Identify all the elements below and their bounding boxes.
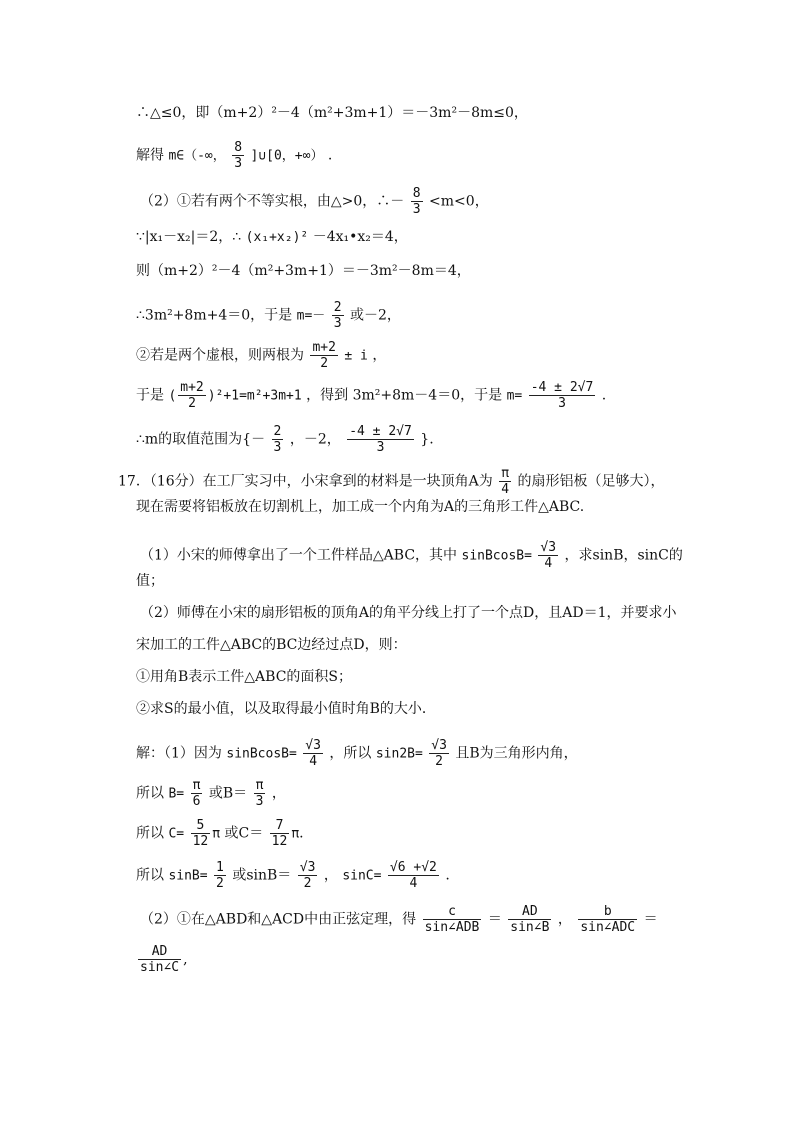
line-text: 或sinB＝: [232, 867, 292, 884]
solution-line: [136, 944, 188, 975]
solution-line: [136, 228, 408, 247]
question-line: [136, 572, 164, 590]
math-text: sinB=: [168, 868, 208, 884]
fraction: $\frac{m+2}{2}$: [312, 340, 336, 371]
line-text: ∴m的取值范围为{－: [136, 431, 266, 448]
math-text: C=: [168, 826, 185, 842]
line-text: （2）①在△ABD和△ACD中由正弦定理，得: [140, 911, 417, 928]
math-text: B=: [168, 786, 185, 802]
question-line: [140, 604, 676, 622]
line-text: ，: [323, 867, 338, 884]
question-line: [136, 700, 436, 718]
problem-line: [136, 498, 584, 516]
math-text: )²+1=m²+3m+1: [207, 388, 302, 404]
line-text: .: [327, 147, 333, 164]
line-text: ，: [271, 785, 286, 802]
solution-line: [136, 140, 332, 171]
line-text: 所以: [136, 867, 164, 884]
line-text: .: [299, 825, 304, 842]
solution-line: [136, 380, 606, 411]
fraction: $\frac{1}{2}$: [216, 860, 224, 891]
solution-line: [136, 424, 434, 455]
fraction: $\frac{-4 \pm 2√7}{3}$: [349, 424, 412, 455]
line-text: 解：（1）因为: [136, 745, 222, 762]
line-text: 宋加工的工件△ABC的BC边经过点D，则：: [136, 637, 407, 653]
problem-line: [118, 466, 664, 497]
math-text: π: [291, 826, 300, 842]
solution-line: [136, 300, 401, 331]
solution-line: [140, 904, 658, 935]
solution-line: [136, 262, 471, 280]
line-text: ∵|x₁－x₂|＝2，∴: [136, 229, 242, 245]
math-text: ]∪[0，+∞）: [250, 148, 324, 164]
line-text: 且B为三角形内角，: [455, 745, 578, 762]
line-text: .: [601, 387, 607, 404]
fraction: $\frac{\pi}{3}$: [255, 778, 264, 809]
line-text: 值；: [136, 573, 164, 589]
line-text: .: [445, 867, 450, 884]
solution-line: [136, 818, 304, 849]
line-text: 则（m+2）²－4（m²+3m+1）＝－3m²－8m＝4，: [136, 263, 471, 279]
fraction: $\frac{8}{3}$: [412, 186, 421, 217]
solution-line: [136, 104, 528, 122]
solution-line: [140, 186, 489, 217]
line-text: ∴3m²+8m+4＝0，于是: [136, 307, 293, 324]
line-text: ∴△≤0，即（m+2）²－4（m²+3m+1）＝－3m²－8m≤0，: [136, 105, 528, 121]
fraction: $\frac{AD}{\sin\angle C}$: [140, 944, 180, 975]
fraction: $\frac{√3}{4}$: [305, 738, 321, 769]
line-text: ，: [557, 911, 572, 928]
line-text: －4x₁•x₂＝4，: [312, 229, 408, 245]
line-text: ①用角B表示工件△ABC的面积S；: [136, 669, 353, 685]
fraction: $\frac{√3}{2}$: [299, 860, 316, 891]
line-text: ②求S的最小值，以及取得最小值时角B的大小．: [136, 701, 436, 717]
math-text: sinBcosB=: [461, 548, 532, 564]
fraction: $\frac{b}{\text{sin∠ADC}}$: [580, 904, 636, 935]
line-text: }.: [420, 431, 434, 448]
question-line: [136, 668, 352, 686]
fraction: $\frac{c}{\text{sin∠ADB}}$: [424, 904, 480, 935]
fraction: $\frac{m+2}{2}$: [180, 380, 204, 411]
question-line: [140, 540, 683, 571]
line-text: <m<0，: [429, 193, 489, 210]
math-text: m=－: [296, 308, 326, 324]
line-text: ,: [183, 951, 188, 968]
line-text: 的扇形铝板（足够大），: [517, 473, 665, 490]
line-text: 解得: [136, 147, 164, 164]
fraction: $\frac{7}{12}$: [271, 818, 288, 849]
fraction: $\frac{2}{3}$: [333, 300, 342, 331]
line-text: ，求sinB，sinC的: [564, 547, 683, 564]
line-text: ②若是两个虚根，则两根为: [136, 347, 304, 364]
fraction: $\frac{8}{3}$: [234, 140, 243, 171]
solution-line: [136, 738, 578, 769]
line-text: （2）①若有两个不等实根，由△>0，∴－: [140, 193, 405, 210]
math-text: (x₁+x₂)²: [245, 230, 309, 245]
line-text: （1）小宋的师傅拿出了一个工件样品△ABC，其中: [140, 547, 458, 564]
question-line: [136, 636, 407, 654]
line-text: 或B＝: [208, 785, 248, 802]
line-text: ，得到 3m²+8m－4＝0，于是: [306, 387, 503, 404]
line-text: 所以: [136, 785, 164, 802]
line-text: 17．（16分）在工厂实习中，小宋拿到的材料是一块顶角A为: [118, 473, 493, 490]
line-text: 现在需要将铝板放在切割机上，加工成一个内角为A的三角形工件△ABC.: [136, 499, 585, 515]
fraction: $\frac{2}{3}$: [273, 424, 282, 455]
fraction: $\frac{\pi}{6}$: [192, 778, 201, 809]
math-text: (: [168, 388, 177, 404]
math-text: m=: [506, 388, 523, 404]
line-text: 于是: [136, 387, 164, 404]
fraction: $\frac{AD}{\sin\angle B}$: [510, 904, 550, 935]
math-text: sin2B=: [375, 746, 423, 762]
line-text: ＝: [643, 911, 658, 928]
fraction: $\frac{-4 \pm 2√7}{3}$: [530, 380, 594, 411]
line-text: 或－2，: [350, 307, 401, 324]
line-text: 所以: [136, 825, 164, 842]
solution-line: [136, 340, 386, 371]
fraction: $\frac{√6 +√2}{4}$: [389, 860, 437, 891]
math-text: m∈（-∞，: [168, 148, 226, 164]
fraction: $\frac{√3}{2}$: [431, 738, 447, 769]
fraction: $\frac{√3}{4}$: [540, 540, 557, 571]
fraction: $\frac{5}{12}$: [192, 818, 209, 849]
line-text: ，: [372, 347, 387, 364]
math-text: sinC=: [342, 868, 382, 884]
line-text: ，所以: [329, 745, 372, 762]
fraction: $\frac{\pi}{4}$: [501, 466, 510, 497]
math-text: π: [212, 826, 221, 842]
math-text: ± i: [344, 348, 368, 364]
line-text: （2）师傅在小宋的扇形铝板的顶角A的角平分线上打了一个点D，且AD＝1，并要求小: [140, 605, 677, 621]
line-text: ，－2，: [289, 431, 341, 448]
line-text: ＝: [487, 911, 502, 928]
solution-line: [136, 860, 450, 891]
math-text: sinBcosB=: [226, 746, 297, 762]
line-text: 或C＝: [224, 825, 264, 842]
solution-line: [136, 778, 286, 809]
